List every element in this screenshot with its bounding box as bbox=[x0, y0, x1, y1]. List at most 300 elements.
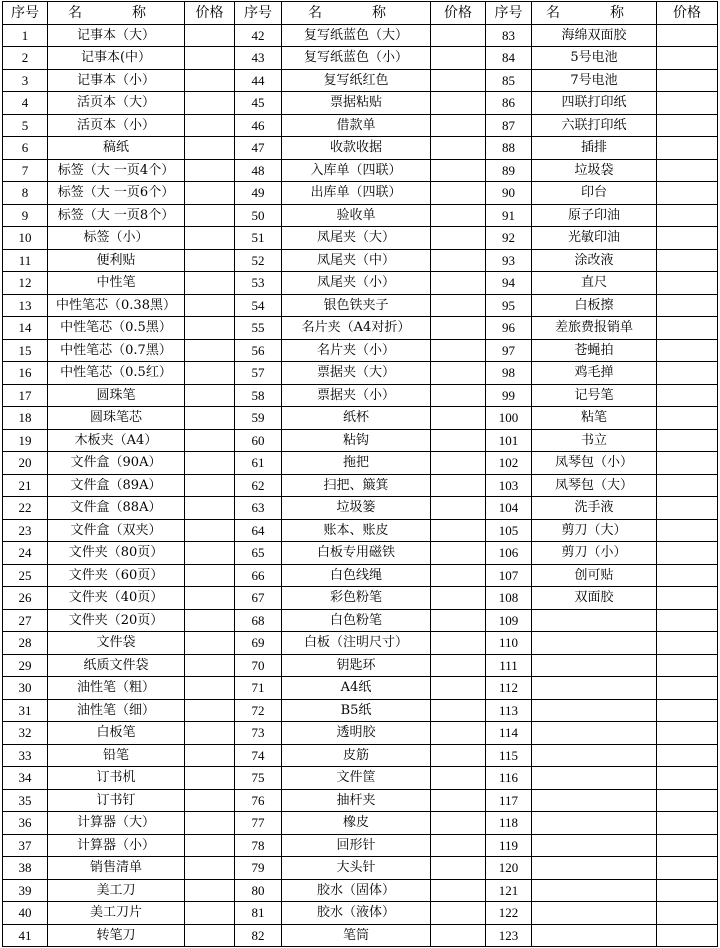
item-price-cell[interactable] bbox=[185, 654, 235, 677]
item-number: 120 bbox=[486, 857, 532, 880]
item-price-cell[interactable] bbox=[657, 564, 718, 587]
item-name: 涂改液 bbox=[532, 249, 657, 272]
item-price-cell[interactable] bbox=[657, 294, 718, 317]
item-price-cell[interactable] bbox=[657, 114, 718, 137]
item-number: 41 bbox=[3, 924, 48, 947]
table-row bbox=[3, 92, 718, 115]
item-number: 38 bbox=[3, 857, 48, 880]
item-name: 稿纸 bbox=[48, 137, 185, 160]
item-number: 21 bbox=[3, 474, 48, 497]
item-name: 大头针 bbox=[282, 857, 431, 880]
item-price-cell[interactable] bbox=[431, 272, 486, 295]
item-number: 78 bbox=[235, 834, 282, 857]
item-price-cell[interactable] bbox=[431, 857, 486, 880]
item-name: 双面胶 bbox=[532, 587, 657, 610]
item-price-cell[interactable] bbox=[657, 542, 718, 565]
item-price-cell[interactable] bbox=[431, 407, 486, 430]
item-price-cell[interactable] bbox=[657, 699, 718, 722]
table-row bbox=[3, 722, 718, 745]
item-price-cell[interactable] bbox=[185, 384, 235, 407]
item-price-cell[interactable] bbox=[185, 24, 235, 47]
item-price-cell[interactable] bbox=[431, 789, 486, 812]
item-price-cell[interactable] bbox=[185, 339, 235, 362]
item-price-cell[interactable] bbox=[185, 204, 235, 227]
item-price-cell[interactable] bbox=[657, 497, 718, 520]
item-number: 76 bbox=[235, 789, 282, 812]
item-name: 7号电池 bbox=[532, 69, 657, 92]
table-row bbox=[3, 137, 718, 160]
item-number: 105 bbox=[486, 519, 532, 542]
item-name bbox=[532, 654, 657, 677]
item-name: 鸡毛掸 bbox=[532, 362, 657, 385]
item-price-cell[interactable] bbox=[657, 767, 718, 790]
item-price-cell[interactable] bbox=[431, 699, 486, 722]
item-price-cell[interactable] bbox=[431, 834, 486, 857]
item-price-cell[interactable] bbox=[185, 924, 235, 947]
item-number: 2 bbox=[3, 47, 48, 70]
item-name: 白板（注明尺寸） bbox=[282, 632, 431, 655]
item-number: 63 bbox=[235, 497, 282, 520]
item-price-cell[interactable] bbox=[185, 879, 235, 902]
item-name: 文件夹（60页） bbox=[48, 564, 185, 587]
item-price-cell[interactable] bbox=[657, 69, 718, 92]
item-name: 扫把、簸箕 bbox=[282, 474, 431, 497]
item-price-cell[interactable] bbox=[431, 339, 486, 362]
item-name: 钥匙环 bbox=[282, 654, 431, 677]
item-name: 光敏印油 bbox=[532, 227, 657, 250]
item-number: 39 bbox=[3, 879, 48, 902]
item-name: 笔筒 bbox=[282, 924, 431, 947]
table-row bbox=[3, 227, 718, 250]
item-number: 92 bbox=[486, 227, 532, 250]
item-number: 54 bbox=[235, 294, 282, 317]
item-number: 68 bbox=[235, 609, 282, 632]
office-supplies-table bbox=[2, 1, 718, 947]
table-row bbox=[3, 272, 718, 295]
item-name: 文件筐 bbox=[282, 767, 431, 790]
item-name: 入库单（四联） bbox=[282, 159, 431, 182]
item-price-cell[interactable] bbox=[657, 429, 718, 452]
table-row bbox=[3, 47, 718, 70]
item-name bbox=[532, 879, 657, 902]
item-price-cell[interactable] bbox=[185, 497, 235, 520]
item-name: 验收单 bbox=[282, 204, 431, 227]
item-number: 91 bbox=[486, 204, 532, 227]
item-number: 89 bbox=[486, 159, 532, 182]
item-name: 彩色粉笔 bbox=[282, 587, 431, 610]
item-number: 7 bbox=[3, 159, 48, 182]
item-number: 104 bbox=[486, 497, 532, 520]
item-price-cell[interactable] bbox=[185, 857, 235, 880]
item-price-cell[interactable] bbox=[185, 47, 235, 70]
item-number: 11 bbox=[3, 249, 48, 272]
item-name bbox=[532, 609, 657, 632]
item-number: 35 bbox=[3, 789, 48, 812]
item-name bbox=[532, 902, 657, 925]
item-name: 木板夹（A4） bbox=[48, 429, 185, 452]
item-number: 66 bbox=[235, 564, 282, 587]
item-price-cell[interactable] bbox=[431, 317, 486, 340]
item-number: 114 bbox=[486, 722, 532, 745]
item-name: 铅笔 bbox=[48, 744, 185, 767]
item-price-cell[interactable] bbox=[431, 362, 486, 385]
item-name: 洗手液 bbox=[532, 497, 657, 520]
item-price-cell[interactable] bbox=[657, 272, 718, 295]
table-row bbox=[3, 114, 718, 137]
item-price-cell[interactable] bbox=[657, 902, 718, 925]
item-price-cell[interactable] bbox=[185, 632, 235, 655]
item-price-cell[interactable] bbox=[431, 227, 486, 250]
item-name: 中性笔芯（0.5红） bbox=[48, 362, 185, 385]
item-price-cell[interactable] bbox=[185, 834, 235, 857]
item-price-cell[interactable] bbox=[431, 879, 486, 902]
item-number: 84 bbox=[486, 47, 532, 70]
item-name: 六联打印纸 bbox=[532, 114, 657, 137]
table-row bbox=[3, 542, 718, 565]
item-price-cell[interactable] bbox=[431, 204, 486, 227]
item-number: 95 bbox=[486, 294, 532, 317]
item-price-cell[interactable] bbox=[657, 249, 718, 272]
item-number: 103 bbox=[486, 474, 532, 497]
item-price-cell[interactable] bbox=[185, 317, 235, 340]
item-number: 25 bbox=[3, 564, 48, 587]
item-number: 43 bbox=[235, 47, 282, 70]
item-name bbox=[532, 767, 657, 790]
item-price-cell[interactable] bbox=[431, 92, 486, 115]
item-number: 90 bbox=[486, 182, 532, 205]
item-number: 56 bbox=[235, 339, 282, 362]
item-name: 文件盒（89A） bbox=[48, 474, 185, 497]
item-name: 回形针 bbox=[282, 834, 431, 857]
item-name: 白色粉笔 bbox=[282, 609, 431, 632]
item-number: 112 bbox=[486, 677, 532, 700]
item-price-cell[interactable] bbox=[431, 137, 486, 160]
item-price-cell[interactable] bbox=[657, 587, 718, 610]
item-number: 115 bbox=[486, 744, 532, 767]
item-number: 51 bbox=[235, 227, 282, 250]
item-name: 中性笔芯（0.38黑） bbox=[48, 294, 185, 317]
item-number: 14 bbox=[3, 317, 48, 340]
item-number: 79 bbox=[235, 857, 282, 880]
col-header-name: 名 称 bbox=[532, 2, 657, 25]
item-number: 27 bbox=[3, 609, 48, 632]
item-price-cell[interactable] bbox=[657, 722, 718, 745]
item-price-cell[interactable] bbox=[431, 47, 486, 70]
item-name: 活页本（小） bbox=[48, 114, 185, 137]
item-price-cell[interactable] bbox=[185, 69, 235, 92]
item-price-cell[interactable] bbox=[431, 384, 486, 407]
item-name bbox=[532, 722, 657, 745]
item-price-cell[interactable] bbox=[185, 609, 235, 632]
item-price-cell[interactable] bbox=[431, 812, 486, 835]
item-number: 64 bbox=[235, 519, 282, 542]
item-price-cell[interactable] bbox=[431, 542, 486, 565]
item-price-cell[interactable] bbox=[431, 632, 486, 655]
item-number: 34 bbox=[3, 767, 48, 790]
item-number: 52 bbox=[235, 249, 282, 272]
item-number: 22 bbox=[3, 497, 48, 520]
item-price-cell[interactable] bbox=[185, 92, 235, 115]
table-row bbox=[3, 317, 718, 340]
table-row bbox=[3, 834, 718, 857]
item-price-cell[interactable] bbox=[657, 204, 718, 227]
item-name: 差旅费报销单 bbox=[532, 317, 657, 340]
table-row bbox=[3, 159, 718, 182]
col-header-price: 价格 bbox=[185, 2, 235, 25]
table-row bbox=[3, 204, 718, 227]
item-name: 文件夹（40页） bbox=[48, 587, 185, 610]
item-price-cell[interactable] bbox=[185, 294, 235, 317]
item-name: 名片夹（小） bbox=[282, 339, 431, 362]
item-number: 87 bbox=[486, 114, 532, 137]
item-price-cell[interactable] bbox=[185, 137, 235, 160]
item-name: 复写纸蓝色（大） bbox=[282, 24, 431, 47]
item-price-cell[interactable] bbox=[431, 902, 486, 925]
item-name: 订书机 bbox=[48, 767, 185, 790]
item-price-cell[interactable] bbox=[431, 159, 486, 182]
col-header-no: 序号 bbox=[235, 2, 282, 25]
item-price-cell[interactable] bbox=[657, 834, 718, 857]
item-price-cell[interactable] bbox=[185, 744, 235, 767]
item-name bbox=[532, 789, 657, 812]
item-number: 73 bbox=[235, 722, 282, 745]
item-price-cell[interactable] bbox=[185, 452, 235, 475]
item-price-cell[interactable] bbox=[657, 137, 718, 160]
item-price-cell[interactable] bbox=[185, 429, 235, 452]
item-price-cell[interactable] bbox=[431, 69, 486, 92]
item-price-cell[interactable] bbox=[657, 24, 718, 47]
item-name: 橡皮 bbox=[282, 812, 431, 835]
table-row bbox=[3, 699, 718, 722]
item-price-cell[interactable] bbox=[185, 542, 235, 565]
item-price-cell[interactable] bbox=[657, 227, 718, 250]
item-name: 白板擦 bbox=[532, 294, 657, 317]
item-name: 油性笔（粗） bbox=[48, 677, 185, 700]
item-name: 标签（大 一页8个） bbox=[48, 204, 185, 227]
item-price-cell[interactable] bbox=[431, 294, 486, 317]
item-price-cell[interactable] bbox=[431, 24, 486, 47]
item-number: 122 bbox=[486, 902, 532, 925]
item-number: 75 bbox=[235, 767, 282, 790]
item-name: 订书钉 bbox=[48, 789, 185, 812]
item-name: 拖把 bbox=[282, 452, 431, 475]
item-price-cell[interactable] bbox=[431, 452, 486, 475]
item-price-cell[interactable] bbox=[431, 249, 486, 272]
table-body bbox=[3, 24, 718, 947]
item-price-cell[interactable] bbox=[431, 587, 486, 610]
item-price-cell[interactable] bbox=[657, 609, 718, 632]
item-number: 60 bbox=[235, 429, 282, 452]
item-price-cell[interactable] bbox=[431, 474, 486, 497]
item-price-cell[interactable] bbox=[657, 474, 718, 497]
item-price-cell[interactable] bbox=[185, 767, 235, 790]
col-header-price: 价格 bbox=[431, 2, 486, 25]
table-row bbox=[3, 654, 718, 677]
item-price-cell[interactable] bbox=[657, 879, 718, 902]
item-price-cell[interactable] bbox=[185, 587, 235, 610]
item-name: 银色铁夹子 bbox=[282, 294, 431, 317]
table-row bbox=[3, 429, 718, 452]
item-number: 107 bbox=[486, 564, 532, 587]
item-price-cell[interactable] bbox=[657, 452, 718, 475]
item-number: 49 bbox=[235, 182, 282, 205]
table-row bbox=[3, 294, 718, 317]
item-number: 9 bbox=[3, 204, 48, 227]
item-price-cell[interactable] bbox=[185, 159, 235, 182]
table-row bbox=[3, 564, 718, 587]
item-price-cell[interactable] bbox=[657, 159, 718, 182]
item-price-cell[interactable] bbox=[185, 182, 235, 205]
table-row bbox=[3, 69, 718, 92]
item-price-cell[interactable] bbox=[185, 519, 235, 542]
item-price-cell[interactable] bbox=[431, 654, 486, 677]
item-price-cell[interactable] bbox=[185, 272, 235, 295]
item-number: 17 bbox=[3, 384, 48, 407]
item-number: 80 bbox=[235, 879, 282, 902]
item-price-cell[interactable] bbox=[657, 924, 718, 947]
item-number: 86 bbox=[486, 92, 532, 115]
item-price-cell[interactable] bbox=[657, 789, 718, 812]
item-price-cell[interactable] bbox=[185, 564, 235, 587]
item-name: 中性笔 bbox=[48, 272, 185, 295]
table-row bbox=[3, 789, 718, 812]
item-name: 复写纸蓝色（小） bbox=[282, 47, 431, 70]
item-number: 98 bbox=[486, 362, 532, 385]
item-price-cell[interactable] bbox=[185, 362, 235, 385]
item-name: 书立 bbox=[532, 429, 657, 452]
item-number: 4 bbox=[3, 92, 48, 115]
item-number: 16 bbox=[3, 362, 48, 385]
item-number: 123 bbox=[486, 924, 532, 947]
item-price-cell[interactable] bbox=[657, 407, 718, 430]
item-name: 白色线绳 bbox=[282, 564, 431, 587]
item-number: 19 bbox=[3, 429, 48, 452]
item-price-cell[interactable] bbox=[431, 519, 486, 542]
item-number: 61 bbox=[235, 452, 282, 475]
item-price-cell[interactable] bbox=[431, 182, 486, 205]
item-name: 插排 bbox=[532, 137, 657, 160]
item-name: 活页本（大） bbox=[48, 92, 185, 115]
table-row bbox=[3, 587, 718, 610]
item-price-cell[interactable] bbox=[185, 227, 235, 250]
item-number: 65 bbox=[235, 542, 282, 565]
item-price-cell[interactable] bbox=[185, 789, 235, 812]
item-price-cell[interactable] bbox=[657, 92, 718, 115]
item-name: 计算器（大） bbox=[48, 812, 185, 835]
item-price-cell[interactable] bbox=[657, 654, 718, 677]
item-price-cell[interactable] bbox=[431, 744, 486, 767]
item-name: 油性笔（细） bbox=[48, 699, 185, 722]
item-number: 6 bbox=[3, 137, 48, 160]
item-number: 108 bbox=[486, 587, 532, 610]
item-number: 118 bbox=[486, 812, 532, 835]
table-row bbox=[3, 632, 718, 655]
item-number: 71 bbox=[235, 677, 282, 700]
item-price-cell[interactable] bbox=[657, 47, 718, 70]
item-name: 胶水（液体） bbox=[282, 902, 431, 925]
table-row bbox=[3, 879, 718, 902]
item-name: 印台 bbox=[532, 182, 657, 205]
item-price-cell[interactable] bbox=[657, 812, 718, 835]
item-price-cell[interactable] bbox=[657, 384, 718, 407]
item-name: 凤琴包（小） bbox=[532, 452, 657, 475]
item-number: 58 bbox=[235, 384, 282, 407]
item-price-cell[interactable] bbox=[657, 677, 718, 700]
item-price-cell[interactable] bbox=[431, 564, 486, 587]
item-number: 32 bbox=[3, 722, 48, 745]
item-number: 121 bbox=[486, 879, 532, 902]
item-number: 99 bbox=[486, 384, 532, 407]
item-name: 文件袋 bbox=[48, 632, 185, 655]
item-name: 圆珠笔 bbox=[48, 384, 185, 407]
item-number: 13 bbox=[3, 294, 48, 317]
item-price-cell[interactable] bbox=[657, 317, 718, 340]
item-name: 销售清单 bbox=[48, 857, 185, 880]
item-number: 83 bbox=[486, 24, 532, 47]
item-name: 文件夹（80页） bbox=[48, 542, 185, 565]
item-price-cell[interactable] bbox=[185, 902, 235, 925]
item-number: 111 bbox=[486, 654, 532, 677]
item-name: 纸质文件袋 bbox=[48, 654, 185, 677]
item-price-cell[interactable] bbox=[185, 474, 235, 497]
item-price-cell[interactable] bbox=[431, 114, 486, 137]
item-price-cell[interactable] bbox=[657, 339, 718, 362]
item-number: 74 bbox=[235, 744, 282, 767]
item-name: 皮筋 bbox=[282, 744, 431, 767]
item-price-cell[interactable] bbox=[185, 114, 235, 137]
item-price-cell[interactable] bbox=[657, 857, 718, 880]
item-name: 粘笔 bbox=[532, 407, 657, 430]
item-number: 96 bbox=[486, 317, 532, 340]
item-price-cell[interactable] bbox=[185, 249, 235, 272]
item-price-cell[interactable] bbox=[657, 519, 718, 542]
item-price-cell[interactable] bbox=[431, 429, 486, 452]
item-price-cell[interactable] bbox=[431, 609, 486, 632]
item-price-cell[interactable] bbox=[185, 722, 235, 745]
item-name: 记事本（小） bbox=[48, 69, 185, 92]
item-price-cell[interactable] bbox=[431, 767, 486, 790]
item-name: 四联打印纸 bbox=[532, 92, 657, 115]
item-price-cell[interactable] bbox=[185, 407, 235, 430]
item-price-cell[interactable] bbox=[185, 699, 235, 722]
item-number: 42 bbox=[235, 24, 282, 47]
item-number: 70 bbox=[235, 654, 282, 677]
item-price-cell[interactable] bbox=[431, 677, 486, 700]
item-name: 美工刀 bbox=[48, 879, 185, 902]
item-price-cell[interactable] bbox=[185, 812, 235, 835]
item-number: 101 bbox=[486, 429, 532, 452]
table-row bbox=[3, 249, 718, 272]
item-number: 94 bbox=[486, 272, 532, 295]
item-number: 69 bbox=[235, 632, 282, 655]
item-number: 8 bbox=[3, 182, 48, 205]
item-price-cell[interactable] bbox=[657, 182, 718, 205]
item-price-cell[interactable] bbox=[657, 744, 718, 767]
item-name: 账本、账皮 bbox=[282, 519, 431, 542]
item-name bbox=[532, 857, 657, 880]
item-name: 直尺 bbox=[532, 272, 657, 295]
item-name: 文件盒（双夹） bbox=[48, 519, 185, 542]
item-price-cell[interactable] bbox=[431, 722, 486, 745]
item-price-cell[interactable] bbox=[657, 362, 718, 385]
item-price-cell[interactable] bbox=[431, 924, 486, 947]
item-number: 44 bbox=[235, 69, 282, 92]
item-name: 垃圾篓 bbox=[282, 497, 431, 520]
item-name: 粘钩 bbox=[282, 429, 431, 452]
item-price-cell[interactable] bbox=[657, 632, 718, 655]
item-price-cell[interactable] bbox=[185, 677, 235, 700]
item-price-cell[interactable] bbox=[431, 497, 486, 520]
